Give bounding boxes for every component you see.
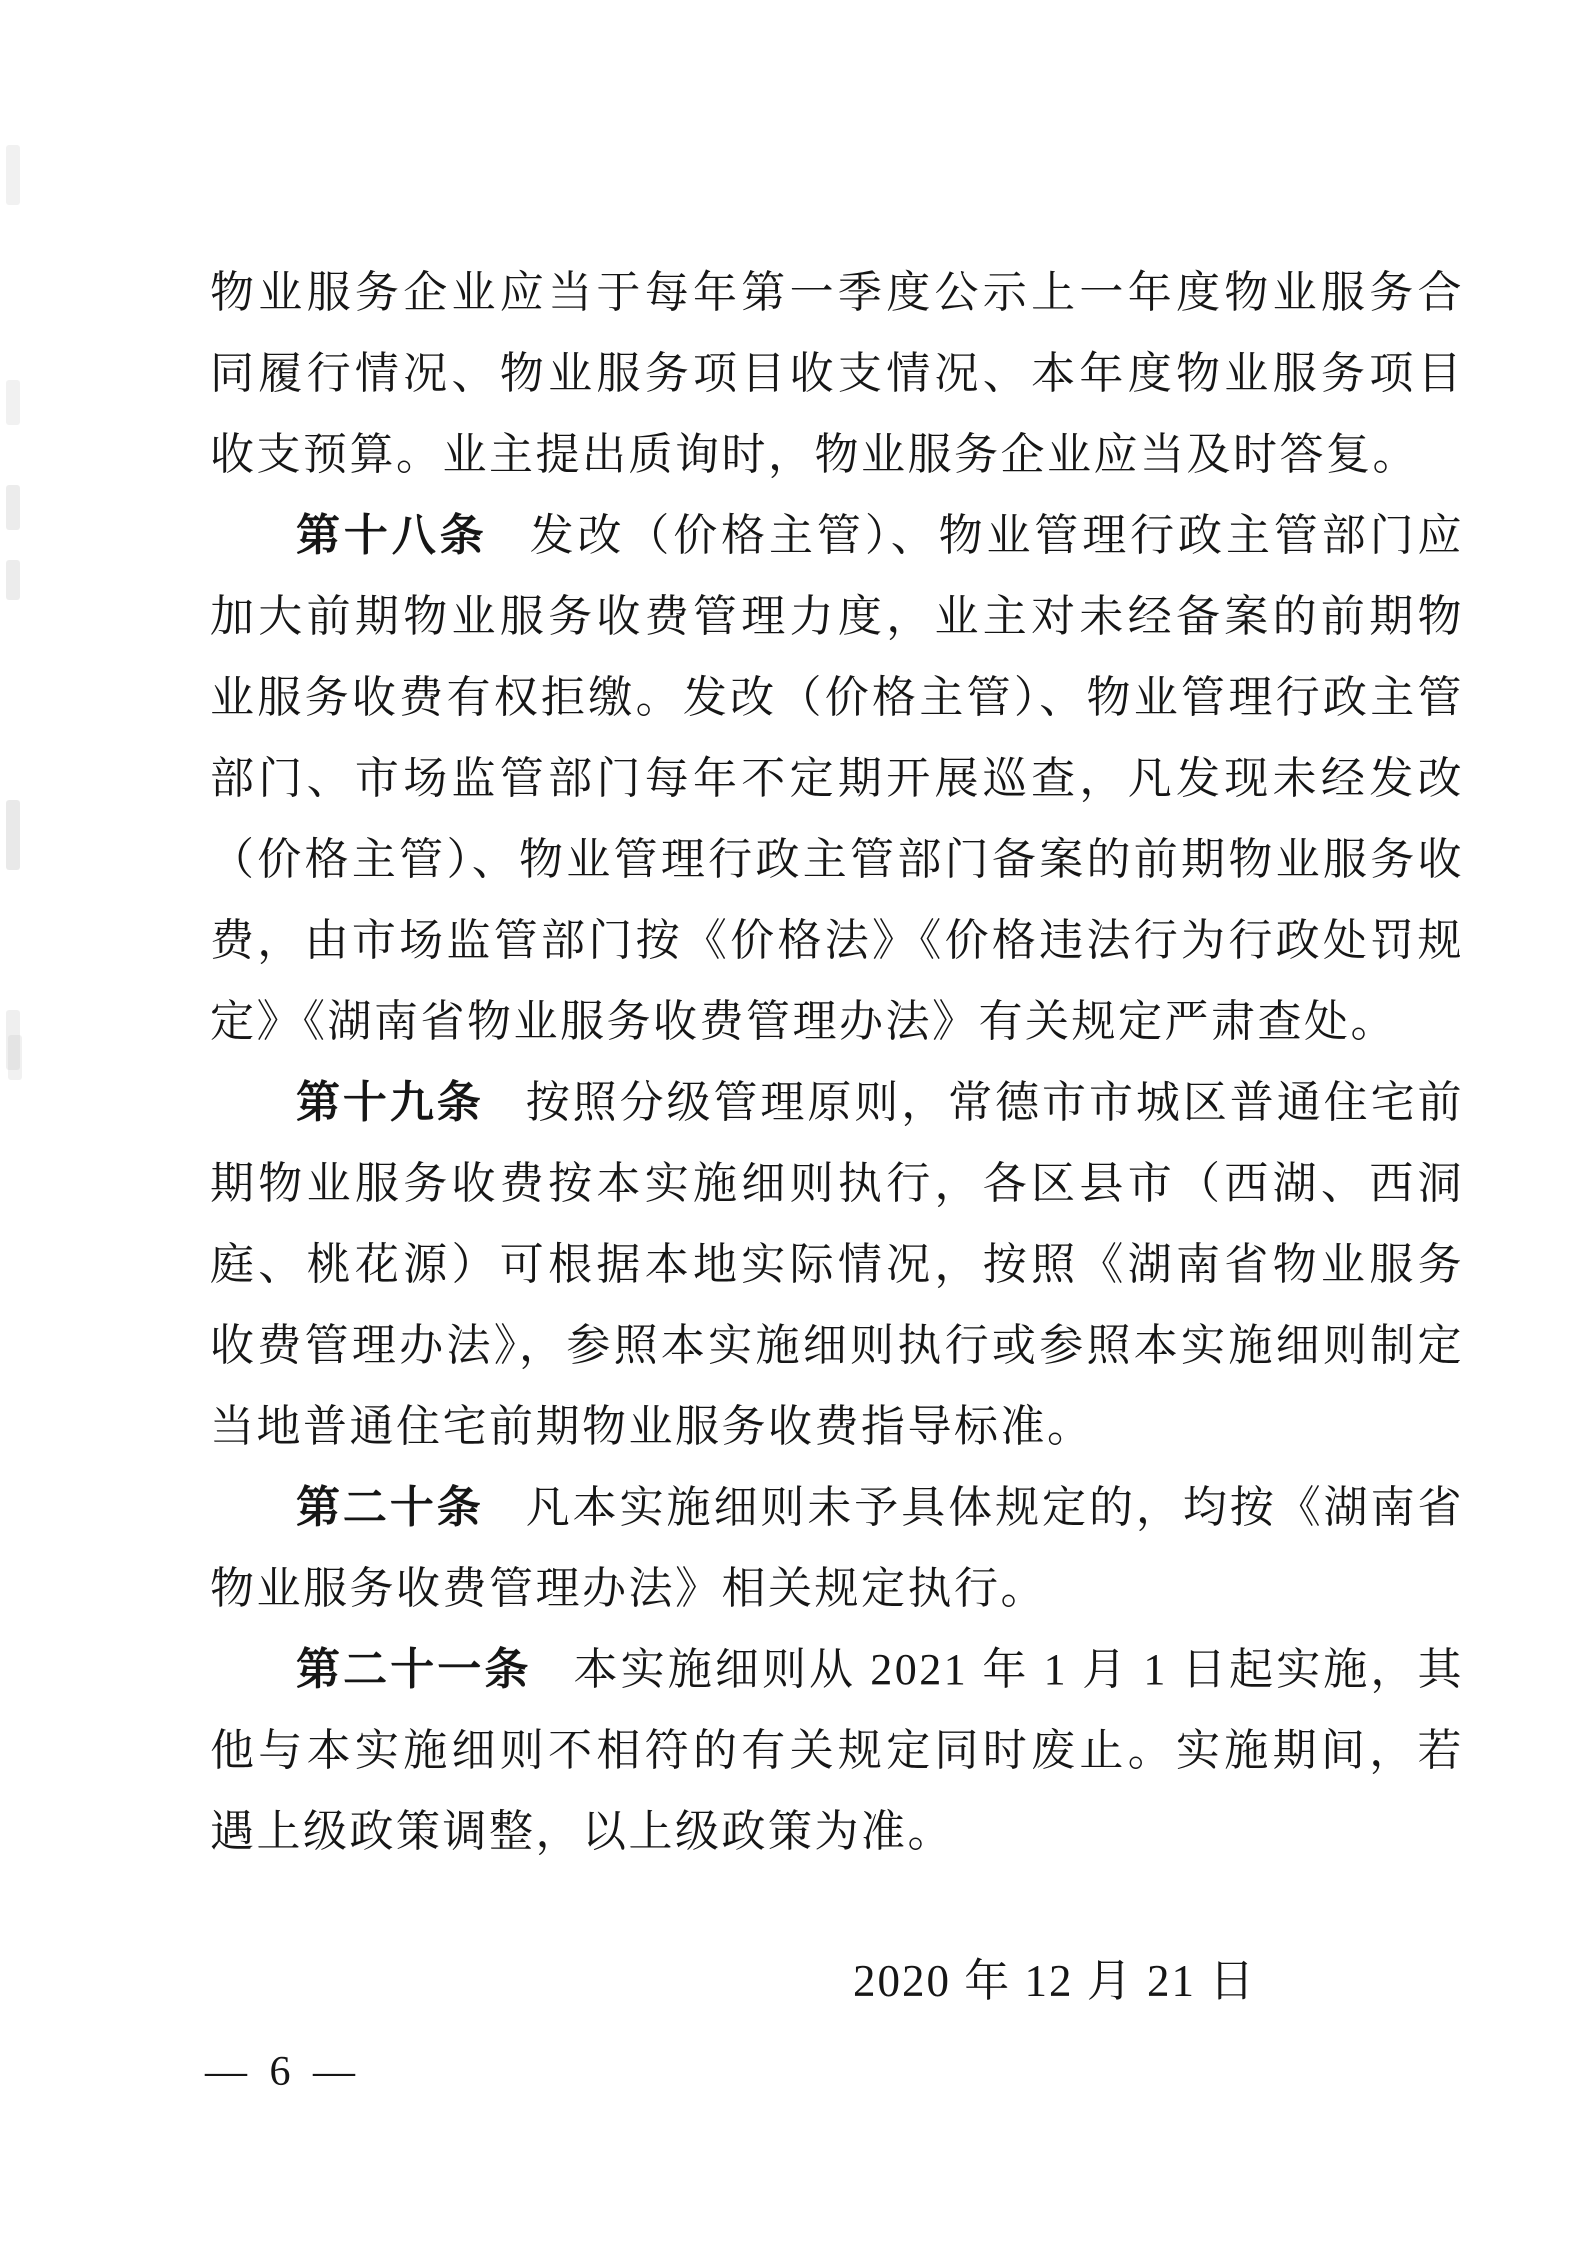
paragraph-text: 本实施细则从 2021 年 1 月 1 日起实施，其他与本实施细则不相符的有关规定同时废止。实施期间，若遇上级政策调整，以上级政策为准。 (210, 1645, 1465, 1856)
paragraph-text: 凡本实施细则未予具体规定的，均按《湖南省物业服务收费管理办法》相关规定执行。 (210, 1483, 1465, 1613)
scan-artifact (8, 1035, 22, 1080)
body-text (210, 252, 1464, 1872)
article-number: 第十九条 (296, 1078, 484, 1127)
article-number: 第二十条 (296, 1483, 484, 1532)
paragraph-article-18 (210, 495, 1464, 1062)
page-number: — 6 — (205, 2049, 361, 2095)
paragraph-article-21 (210, 1629, 1464, 1872)
scan-artifact (6, 485, 20, 530)
paragraph-text: 发改（价格主管）、物业管理行政主管部门应加大前期物业服务收费管理力度，业主对未经备案的前期物业服务收费有权拒缴。发改（价格主管）、物业管理行政主管部门、市场监管部门每年不定期开展巡查，凡发现未经发改（价格主管）、物业管理行政主管部门备案的前期物业服务收费，由市场监管部门按《价格法》《价格违法行为行政处罚规定》《湖南省物业服务收费管理办法》有关规定严肃查处。 (210, 511, 1465, 1046)
scan-artifact (6, 800, 20, 870)
paragraph-article-20 (210, 1467, 1464, 1629)
date-line: 2020 年 12 月 21 日 (853, 1956, 1257, 2006)
article-number: 第十八条 (296, 511, 488, 560)
scan-artifact (6, 145, 20, 205)
paragraph-text: 物业服务企业应当于每年第一季度公示上一年度物业服务合同履行情况、物业服务项目收支情况、本年度物业服务项目收支预算。业主提出质询时，物业服务企业应当及时答复。 (210, 268, 1464, 479)
scan-artifact (6, 380, 20, 425)
paragraph-continuation (210, 252, 1464, 495)
scan-artifact (6, 560, 20, 600)
paragraph-text: 按照分级管理原则，常德市市城区普通住宅前期物业服务收费按本实施细则执行，各区县市（西湖、西洞庭、桃花源）可根据本地实际情况，按照《湖南省物业服务收费管理办法》，参照本实施细则执行或参照本实施细则制定当地普通住宅前期物业服务收费指导标准。 (210, 1078, 1465, 1451)
paragraph-article-19 (210, 1062, 1464, 1467)
article-number: 第二十一条 (296, 1645, 532, 1694)
